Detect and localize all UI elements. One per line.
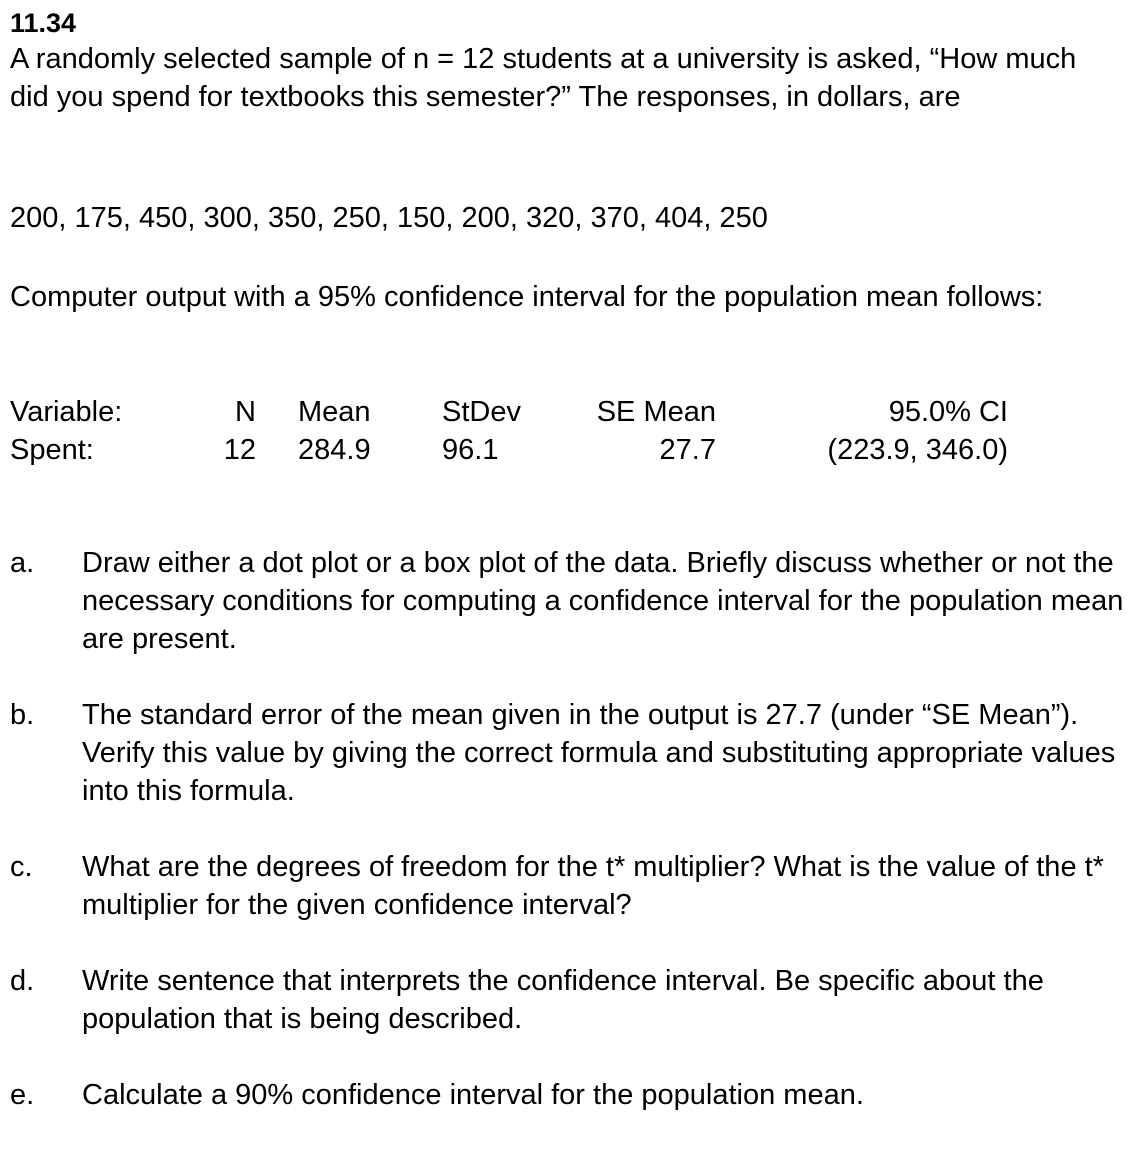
- part-text: What are the degrees of freedom for the t* multiplier? What is the value of the t* multiplier for the given confidence interval?: [82, 851, 1104, 921]
- question-part-b: [10, 696, 1135, 810]
- header-n: N: [235, 396, 256, 428]
- question-parts: [10, 544, 1135, 1152]
- data-values: 200, 175, 450, 300, 350, 250, 150, 200, 320, 370, 404, 250: [10, 202, 768, 234]
- question-part-a: [10, 544, 1135, 658]
- header-stdev: StDev: [442, 396, 521, 428]
- row-ci: (223.9, 346.0): [827, 434, 1008, 466]
- part-letter: a.: [10, 547, 35, 579]
- part-letter: c.: [10, 851, 33, 883]
- problem-number: 11.34: [10, 8, 77, 38]
- row-mean: 284.9: [298, 434, 371, 466]
- row-se-mean: 27.7: [659, 434, 716, 466]
- part-text: Draw either a dot plot or a box plot of the data. Briefly discuss whether or not the necessary conditions for computing a confidence interval for the population mean are present.: [82, 547, 1124, 655]
- part-text: The standard error of the mean given in the output is 27.7 (under “SE Mean”). Verify this value by giving the correct formula and substituting appropriate values into this formula.: [82, 699, 1116, 807]
- header-variable: Variable:: [10, 396, 123, 428]
- problem-page: [10, 6, 1135, 1111]
- row-variable: Spent:: [10, 434, 94, 466]
- question-part-e: [10, 1076, 1135, 1114]
- row-stdev: 96.1: [442, 434, 499, 466]
- output-intro: Computer output with a 95% confidence interval for the population mean follows:: [10, 281, 1044, 313]
- header-ci: 95.0% CI: [888, 396, 1008, 428]
- part-letter: b.: [10, 699, 35, 731]
- question-part-d: [10, 962, 1135, 1038]
- header-se-mean: SE Mean: [596, 396, 716, 428]
- part-text: Write sentence that interprets the confidence interval. Be specific about the population that is being described.: [82, 965, 1044, 1035]
- question-part-c: [10, 848, 1135, 924]
- header-mean: Mean: [298, 396, 371, 428]
- computer-output-table: [10, 393, 1020, 473]
- row-n: 12: [223, 434, 256, 466]
- problem-intro: A randomly selected sample of n = 12 students at a university is asked, “How much did you spend for textbooks this semester?” The responses, in dollars, are: [10, 43, 1077, 113]
- part-letter: e.: [10, 1079, 35, 1111]
- part-letter: d.: [10, 965, 35, 997]
- part-text: Calculate a 90% confidence interval for the population mean.: [82, 1079, 864, 1111]
